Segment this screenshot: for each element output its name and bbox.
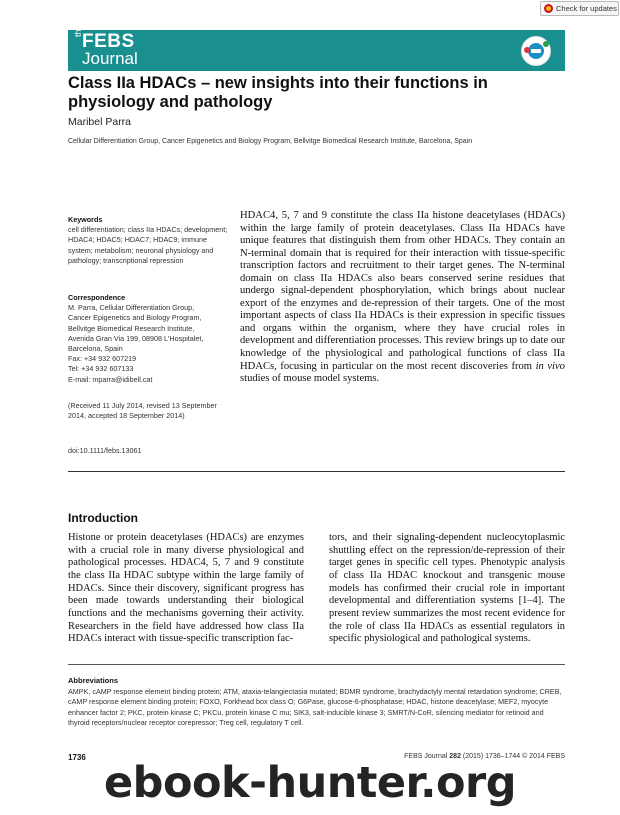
correspondence-fax: Fax: +34 932 607219 bbox=[68, 354, 137, 364]
doi[interactable]: doi:10.1111/febs.13061 bbox=[68, 446, 142, 455]
author-name: Maribel Parra bbox=[68, 116, 132, 128]
abbreviations-text: AMPK, cAMP response element binding protein; ATM, ataxia-telangiectasia mutated; BDMR syndrome, brachydactyly mental retardation syndrome; CREB, cAMP response element binding protein; FOXO, Forkhead box class O; G6Pase, glucose-6-phosphatase; HDAC, histone deacetylase; MEF2, myocyte enhancer factor 2; PKC, protein kinase C; PKCu, protein kinase C mu; SIK3, salt-inducible kinase 3; SMRT/N-CoR, silencing mediator for retinoid and thyroid receptors/nuclear receptor corepressor; Treg cell, regulatory T cell. bbox=[68, 687, 562, 728]
check-for-updates-label: Check for updates bbox=[556, 4, 617, 13]
citation-volume: 282 bbox=[449, 753, 461, 760]
correspondence-line: Avenida Gran Via 199, 08908 L'Hospitalet, bbox=[68, 333, 204, 343]
correspondence-line: M. Parra, Cellular Differentiation Group, bbox=[68, 303, 195, 313]
febs-seal-icon bbox=[521, 36, 551, 66]
abstract-italic: in vivo bbox=[535, 360, 565, 372]
correspondence-tel: Tel: +34 932 607133 bbox=[68, 364, 134, 374]
abbreviations-heading: Abbreviations bbox=[68, 676, 119, 685]
keywords-text: cell differentiation; class IIa HDACs; development; HDAC4; HDAC5; HDAC7; HDAC9; immune system; metabolism; neuronal physiology and pathology; transcriptional repression bbox=[68, 225, 228, 265]
check-for-updates-button[interactable] bbox=[540, 1, 619, 16]
abstract bbox=[240, 210, 565, 386]
article-title: Class IIa HDACs – new insights into their functions in physiology and pathology bbox=[68, 74, 488, 111]
watermark: ebook-hunter.org bbox=[104, 758, 516, 808]
keywords-block bbox=[68, 215, 228, 266]
introduction-column-1: Histone or protein deacetylases (HDACs) are enzymes with a crucial role in many diverse physiological and pathological processes. HDAC4, 5, 7 and 9 constitute the class IIa HDAC subtype within the large family of HDACs. Since their discovery, significant progress has been made towards understanding their biological functions and the mechanisms governing their activity. Researchers in the field have addressed how class IIa HDACs interact with tissue-specific transcription fac- bbox=[68, 532, 304, 645]
logo-febs: FEBS bbox=[82, 31, 135, 52]
abstract-text: HDAC4, 5, 7 and 9 constitute the class IIa histone deacetylases (HDACs) within the large family of protein deacetylases. Class IIa HDACs have unique features that distinguish them from other HDACs. They contain an N-terminal domain that is required for their interaction with tissue-specific transcription factors and recruitment to their target genes. The N-terminal domain on class IIa HDACs also bears conserved serine residues that undergo signal-dependent phosphorylation, which brings about nuclear export of the enzymes and de-repression of their targets. One of the most important aspects of class IIa HDACs is their expression in specific tissues and organs within the organism, where they have crucial roles in development and differentiation processes. This review brings up to date our knowledge of the physiological and pathological functions of class IIa HDACs, focusing in particular on the most recent discoveries from bbox=[240, 210, 565, 372]
introduction-column-2: tors, and their signaling-dependent nucleocytoplasmic shuttling effect on the repression/de-repression of their target genes in specific cell types. Phenotypic analysis of class IIa HDAC knockout and transgenic mouse models has confirmed their crucial role in important developmental and differentiation systems [1–4]. The present review summarizes the most recent evidence for the role of class IIa HDACs as essential regulators in specific physiological and pathological systems. bbox=[329, 532, 565, 645]
crossmark-icon bbox=[544, 4, 553, 13]
citation-rest: (2015) 1736–1744 © 2014 FEBS bbox=[462, 753, 565, 760]
citation-journal: FEBS Journal bbox=[404, 753, 448, 760]
correspondence-block bbox=[68, 293, 228, 385]
logo-prefix: the bbox=[73, 24, 83, 37]
abstract-text-end: studies of mouse model systems. bbox=[240, 373, 380, 385]
correspondence-heading: Correspondence bbox=[68, 293, 126, 302]
introduction-heading: Introduction bbox=[68, 511, 138, 525]
journal-banner bbox=[68, 24, 565, 71]
page-number: 1736 bbox=[68, 753, 86, 762]
author-affiliation: Cellular Differentiation Group, Cancer Epigenetics and Biology Program, Bellvitge Biomedical Research Institute, Barcelona, Spain bbox=[68, 138, 473, 145]
correspondence-email[interactable]: E-mail: mparra@idibell.cat bbox=[68, 374, 153, 384]
section-divider bbox=[68, 471, 565, 472]
received-dates: (Received 11 July 2014, revised 13 September 2014, accepted 18 September 2014) bbox=[68, 401, 217, 421]
correspondence-line: Bellvitge Biomedical Research Institute, bbox=[68, 323, 195, 333]
abbreviations-divider bbox=[68, 664, 565, 665]
correspondence-line: Barcelona, Spain bbox=[68, 344, 123, 354]
correspondence-line: Cancer Epigenetics and Biology Program, bbox=[68, 313, 202, 323]
keywords-heading: Keywords bbox=[68, 215, 103, 224]
logo-journal: Journal bbox=[82, 49, 138, 68]
